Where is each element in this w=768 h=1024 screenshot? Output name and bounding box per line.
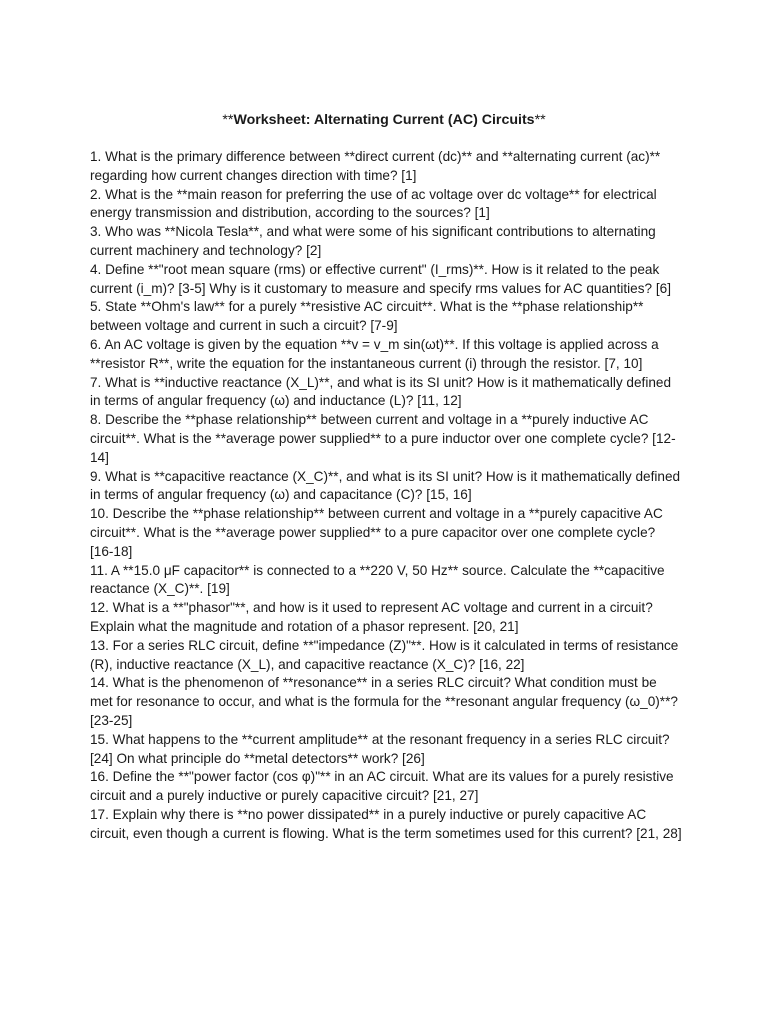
question-item: 8. Describe the **phase relationship** between current and voltage in a **purely inductive AC circuit**. What is the **average power supplied** to a pure inductor over one complete cycle? [12-14] bbox=[90, 412, 676, 465]
question-item: 16. Define the **"power factor (cos φ)"** in an AC circuit. What are its values for a purely resistive circuit and a purely inductive or purely capacitive circuit? [21, 27] bbox=[90, 769, 674, 804]
question-list bbox=[90, 148, 682, 843]
question-item: 4. Define **"root mean square (rms) or effective current" (I_rms)**. How is it related to the peak current (i_m)? [3-5] Why is it customary to measure and specify rms values for AC quantities? [6] bbox=[90, 261, 671, 296]
title-prefix-marker: ** bbox=[222, 112, 234, 128]
question-item: 13. For a series RLC circuit, define **"impedance (Z)"**. How is it calculated in terms of resistance (R), inductive reactance (X_L), and capacitive reactance (X_C)? [16, 22] bbox=[90, 637, 679, 672]
question-item: 11. A **15.0 μF capacitor** is connected to a **220 V, 50 Hz** source. Calculate the **capacitive reactance (X_C)**. [19] bbox=[90, 562, 665, 597]
question-item: 1. What is the primary difference between **direct current (dc)** and **alternating current (ac)** regarding how current changes direction with time? [1] bbox=[90, 149, 661, 183]
question-item: 15. What happens to the **current amplitude** at the resonant frequency in a series RLC circuit? [24] On what principle do **metal detectors** work? [26] bbox=[90, 731, 670, 766]
question-item: 14. What is the phenomenon of **resonance** in a series RLC circuit? What condition must be met for resonance to occur, and what is the formula for the **resonant angular frequency (ω_0)**? [23-25] bbox=[90, 675, 678, 728]
question-item: 7. What is **inductive reactance (X_L)**, and what is its SI unit? How is it mathematically defined in terms of angular frequency (ω) and inductance (L)? [11, 12] bbox=[90, 374, 672, 409]
question-item: 2. What is the **main reason for preferring the use of ac voltage over dc voltage** for electrical energy transmission and distribution, according to the sources? [1] bbox=[90, 186, 657, 221]
title-suffix-marker: ** bbox=[534, 112, 546, 128]
question-item: 6. An AC voltage is given by the equation **v = v_m sin(ωt)**. If this voltage is applied across a **resistor R**, write the equation for the instantaneous current (i) through the resistor. [7, 10] bbox=[90, 336, 659, 371]
question-item: 12. What is a **"phasor"**, and how is it used to represent AC voltage and current in a circuit? Explain what the magnitude and rotation of a phasor represent. [20, 21] bbox=[90, 600, 653, 634]
title-text: Worksheet: Alternating Current (AC) Circuits bbox=[233, 112, 535, 128]
question-item: 5. State **Ohm's law** for a purely **resistive AC circuit**. What is the **phase relationship** between voltage and current in such a circuit? [7-9] bbox=[90, 299, 644, 334]
question-item: 10. Describe the **phase relationship** between current and voltage in a **purely capacitive AC circuit**. What is the **average power supplied** to a pure capacitor over one complete cycle? [16-18] bbox=[90, 506, 663, 559]
question-item: 17. Explain why there is **no power dissipated** in a purely inductive or purely capacitive AC circuit, even though a current is flowing. What is the term sometimes used for this current? [21, 28] bbox=[90, 806, 682, 841]
worksheet-title bbox=[90, 111, 678, 130]
question-item: 3. Who was **Nicola Tesla**, and what were some of his significant contributions to alternating current machinery and technology? [2] bbox=[90, 224, 656, 258]
question-item: 9. What is **capacitive reactance (X_C)**, and what is its SI unit? How is it mathematically defined in terms of angular frequency (ω) and capacitance (C)? [15, 16] bbox=[90, 468, 681, 503]
